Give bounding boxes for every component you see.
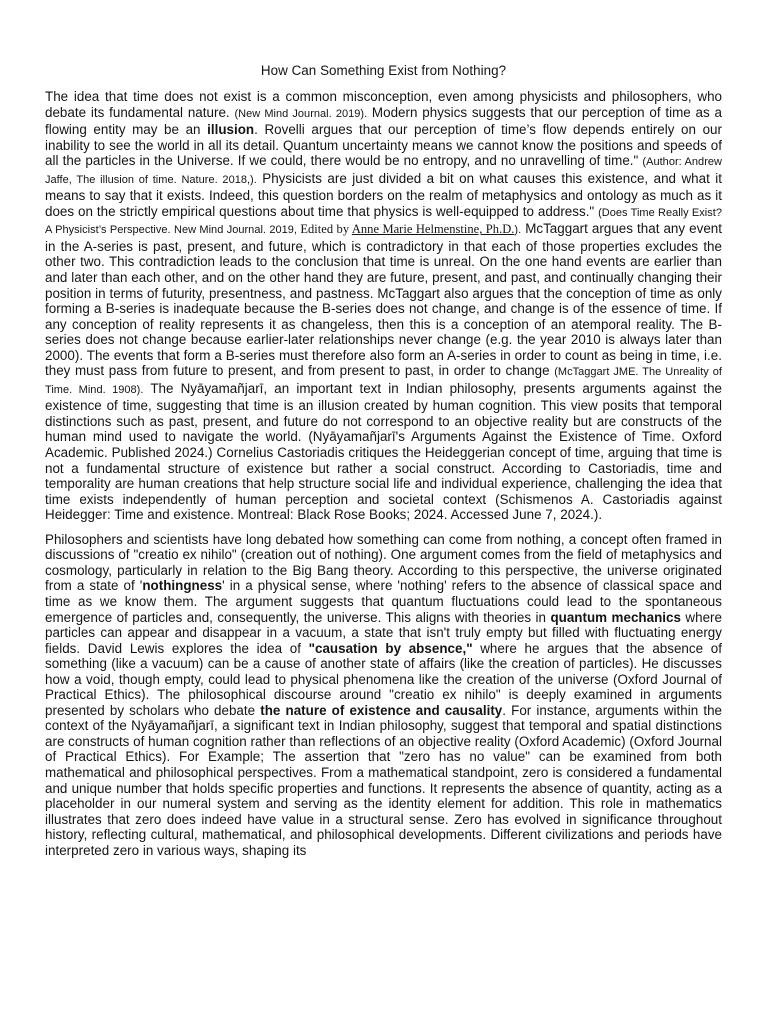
text-run: where he argues that the absence of something (like a vacuum) can be a cause of another state of affairs (like the creation of particles). He discusses how a void, though empty, could lead to physical phenomena like the creation of the universe (Oxford Journal of Practical Ethics). The philosophical discourse around "creatio ex nihilo" is deeply examined in arguments presented by scholars who debate — [45, 640, 722, 718]
text-run: . Rovelli argues that our perception of time’s flow depends entirely on our inability to see the world in all its detail. Quantum uncertainty means we cannot know the positions and speeds of all the particles in the Universe. If we could, there would be no entropy, and no unravelling of time." — [45, 122, 722, 169]
text-run: ' in a physical sense, where 'nothing' refers to the absence of classical space and time as we know them. The argument suggests that quantum fluctuations could lead to the spontaneous emergence of particles and, consequently, the universe. This aligns with theories in — [45, 578, 722, 625]
bold-term: the nature of existence and causality — [260, 702, 503, 718]
citation: (Does Time Really Exist? A Physicist’s Perspective. New Mind Journal. 2019, — [45, 206, 722, 237]
citation: (Author: Andrew Jaffe, The illusion of time. Nature. 2018,). — [45, 156, 722, 186]
document-title: How Can Something Exist from Nothing? — [260, 63, 507, 78]
bold-term: quantum mechanics — [550, 609, 681, 625]
text-run: Philosophers and scientists have long debated how something can come from nothing, a concept often framed in discussions of "creatio ex nihilo" (creation out of nothing). One argument comes from the field of metaphysics and cosmology, particularly in relation to the Big Bang theory. According to this perspective, the universe originated from a state of ' — [45, 531, 722, 594]
text-run: The idea that time does not exist is a common misconception, even among physicists and philosophers, who debate its fundamental nature. — [45, 89, 722, 120]
text-run: Physicists are just divided a bit on what causes this existence, and what it means to say that it exists. Indeed, this question borders on the realm of metaphysics and ontology as much as it does on the strictly empirical questions about time that physics is well-equipped to address." — [45, 170, 722, 219]
paragraph-something-from-nothing — [45, 532, 722, 858]
text-run: Modern physics suggests that our perception of time as a flowing entity may be an — [45, 104, 722, 138]
bold-term: "causation by absence," — [308, 640, 473, 656]
text-run: The Nyāyamañjarī, an important text in Indian philosophy, presents arguments against the existence of time, suggesting that time is an illusion created by human cognition. This view posits that temporal distinctions such as past, present, and future do not correspond to an objective reality but are constructs of the human mind used to navigate the world. (Nyāyamañjarī's Arguments Against the Existence of Time. Oxford Academic. Published 2024.) Cornelius Castoriadis critiques the Heideggerian concept of time, arguing that time is not a fundamental structure of existence but rather a social construct. According to Castoriadis, time and temporality are human creations that help structure social life and individual experience, challenging the idea that time exists independently of human perception and societal context (Schismenos A. Castoriadis against Heidegger: Time and existence. Montreal: Black Rose Books; 2024. Accessed June 7, 2024.). — [45, 380, 723, 523]
text-run: where particles can appear and disappear in a vacuum, a state that isn't truly empty but filled with fluctuating energy fields. David Lewis explores the idea of — [45, 609, 722, 656]
bold-term: illusion — [207, 122, 255, 138]
bold-term: nothingness — [142, 578, 223, 594]
document-page — [45, 62, 722, 858]
paragraph-time-existence — [45, 89, 722, 523]
citation-editor-link[interactable]: Anne Marie Helmenstine, Ph.D. — [351, 222, 515, 237]
citation: ). — [514, 224, 522, 237]
citation: (McTaggart JME. The Unreality of Time. Mind. 1908). — [45, 366, 722, 396]
text-run: McTaggart argues that any event in the A-series is past, present, and future, which is contradictory in that each of those properties excludes the other two. This contradiction leads to the conclusion that time is unreal. On the one hand events are earlier than and later than each other, and on the other hand they are future, present, and past, and continually changing their position in terms of futurity, presentness, and pastness. McTaggart also argues that the conception of time as only forming a B-series is inadequate because the B-series does not change, and change is of the essence of time. If any conception of reality represents it as changeless, then this is a conception of an atemporal reality. The B-series does not change because earlier-later relationships never change (e.g. the year 2010 is always later than 2000). The events that form a B-series must therefore also form an A-series in order to count as being in time, i.e. they must pass from future to present, and from present to past, in order to change — [45, 221, 723, 379]
text-run: . For instance, arguments within the context of the Nyāyamañjarī, a significant text in Indian philosophy, suggest that temporal and spatial distinctions are constructs of human cognition rather than reflections of an objective reality (Oxford Academic) (Oxford Journal of Practical Ethics). For Example; The assertion that "zero has no value" can be examined from both mathematical and philosophical perspectives. From a mathematical standpoint, zero is considered a fundamental and unique number that holds specific properties and functions. It represents the absence of quantity, acting as a placeholder in our numeral system and serving as the identity element for addition. This role in mathematics illustrates that zero does indeed have value in a structural sense. Zero has evolved in significance throughout history, reflecting cultural, mathematical, and philosophical developments. Different civilizations and periods have interpreted zero in various ways, shaping its — [45, 702, 722, 858]
citation: (New Mind Journal. 2019). — [234, 107, 368, 120]
citation-editor-label: Edited by — [300, 222, 352, 237]
